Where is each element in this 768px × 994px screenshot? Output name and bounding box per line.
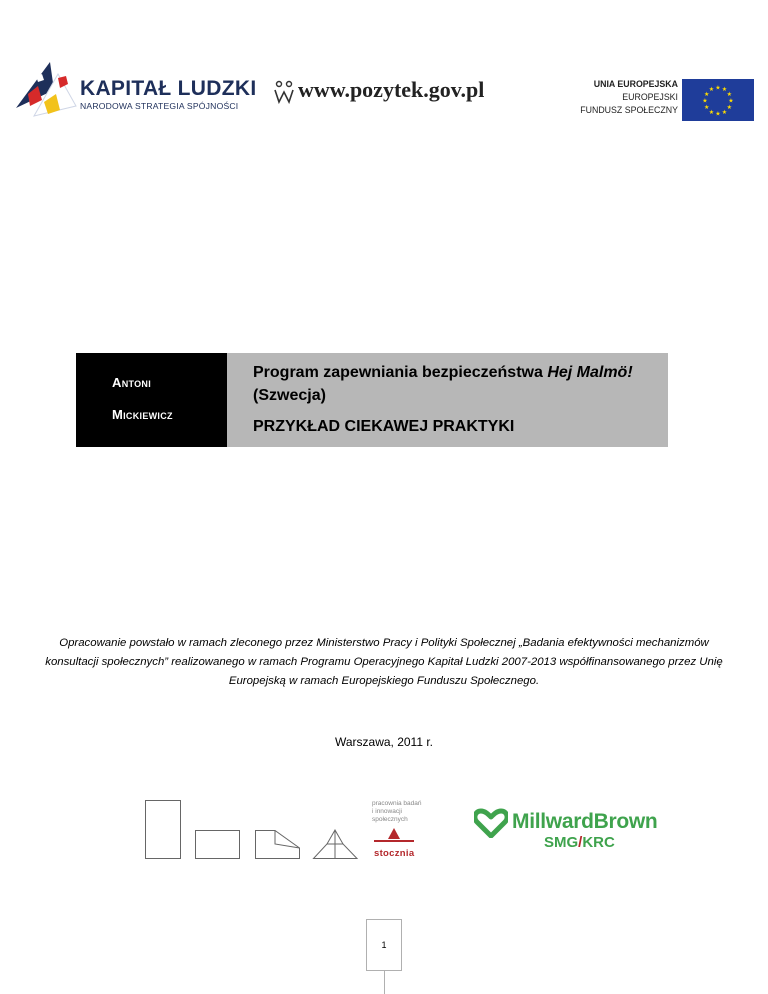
author-cell	[76, 353, 227, 447]
eu-star-icon: ★	[704, 92, 710, 98]
pozytek-url: www.pozytek.gov.pl	[298, 77, 485, 102]
eu-star-icon: ★	[715, 85, 721, 92]
page-number-line	[384, 971, 385, 994]
title-suffix: (Szwecja)	[253, 387, 326, 404]
millward-brown-sub	[544, 834, 615, 851]
eu-logo	[580, 79, 754, 119]
kapital-ludzki-emblem-icon	[14, 56, 80, 118]
mb-sub-slash: /	[578, 834, 583, 851]
folded-paper-icon	[145, 800, 365, 860]
author-last-name: Mickiewicz	[112, 407, 173, 422]
mb-sub-right: KRC	[582, 834, 615, 851]
kapital-ludzki-title: KAPITAŁ LUDZKI	[80, 77, 257, 100]
kapital-ludzki-subtitle: NARODOWA STRATEGIA SPÓJNOŚCI	[80, 101, 239, 111]
stocznia-logo	[372, 800, 432, 864]
title-cell	[227, 353, 668, 447]
document-title	[253, 361, 683, 407]
document-subtitle: PRZYKŁAD CIEKAWEJ PRAKTYKI	[253, 418, 515, 435]
millward-brown-logo	[474, 808, 674, 858]
eu-star-icon: ★	[726, 92, 732, 98]
place-date: Warszawa, 2011 r.	[334, 735, 434, 749]
eu-star-icon: ★	[726, 105, 732, 111]
people-icon	[274, 80, 294, 104]
stocznia-line-1: pracownia badań	[372, 800, 422, 807]
stocznia-line-3: społecznych	[372, 816, 408, 823]
millward-brown-name: MillwardBrown	[512, 810, 658, 833]
title-box	[76, 353, 668, 447]
eu-star-icon: ★	[715, 111, 721, 118]
eu-flag-icon	[682, 79, 754, 121]
eu-line-1: UNIA EUROPEJSKA	[593, 79, 678, 89]
paper-folding-logo	[145, 800, 365, 860]
eu-star-icon: ★	[702, 98, 708, 105]
description-text: Opracowanie powstało w ramach zleconego przez Ministerstwo Pracy i Polityki Społecznej „Badania efektywności mechanizmów konsultacji społecznych” realizowanego w ramach Programu Operacyjnego Kapitał Ludzki 2007-2013 współfinansowanego przez Unię Europejską w ramach Europejskiego Funduszu Społecznego.	[45, 637, 723, 687]
eu-star-icon: ★	[708, 87, 715, 94]
title-italic: Hej Malmö!	[547, 364, 633, 381]
author-first-name: Antoni	[112, 375, 152, 390]
eu-star-icon: ★	[721, 109, 728, 116]
millward-brown-heart-icon	[474, 808, 508, 838]
stocznia-ship-icon	[374, 827, 414, 847]
page-number: 1	[381, 940, 387, 950]
eu-line-2: EUROPEJSKI	[622, 92, 678, 102]
mb-sub-left: SMG	[544, 834, 579, 851]
eu-star-icon: ★	[721, 87, 728, 94]
eu-star-icon: ★	[704, 105, 710, 111]
eu-star-icon: ★	[708, 109, 715, 116]
stocznia-line-2: i innowacji	[372, 808, 402, 815]
page-number-box	[366, 919, 402, 971]
eu-line-3: FUNDUSZ SPOŁECZNY	[580, 105, 678, 115]
stocznia-word: stocznia	[374, 848, 415, 859]
eu-star-icon: ★	[728, 98, 734, 105]
title-prefix: Program zapewniania bezpieczeństwa	[253, 364, 548, 381]
